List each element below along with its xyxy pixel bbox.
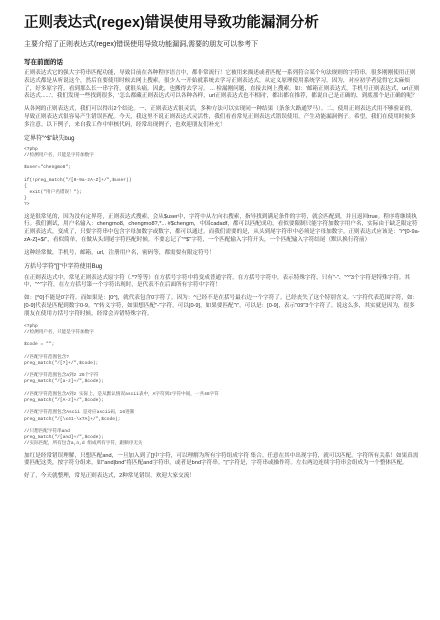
paragraph: 这是很常见的，因为没有定界符，正则表达式搜索，会从$user中，字符中从左向右搜索，指导找到满足条件的字符，就会匹配到，并且返回true。程序将继续执行。我们测试，用户名输入：chengmo8，chengmo8?,*... #$chengm，中国cadadf，都可以匹配成功，看似要限制只能字符加数字用户名，实际由于缺乏限定符正则表达式，变成了，只要字符串中包含字母加数字或数字，都可以通过。而我们需要的是，从头到尾字符串中必须是字母加数字。正则表达式应该是："/^[0-9a-zA-Z]+$/"，看似简单，在做从头到尾字符匹配时候，不要忘记了"^$"字符，一个匹配输入字符开头，一个匹配输入字符结尾（默认换行符前）: [24, 213, 420, 243]
paragraph: 如：[^0]不能是0字符。而如果是：[0^]，就代表包含0字符了。因为：^已经不是在括号最右边一个字符了。已经丧失了这个特别含义。'-'字符代表范围字符，如：[0-9]代表是匹配到数字0-9。"\"转义字符，如果想匹配"-"字符，可以[0-9]，如果要匹配"\"，可以是：[0-9]，表示"09"3个字符了。说这么多，其实就是因为，很多朋友在使用方括号字符时候，经常会弄错特殊字符。: [24, 295, 419, 317]
paragraph: 在正则表达式中，常见正则表达式原字符（.*?等等）在方括号字符中将变成普通字符。在方括号字符中，表示特殊字符，只有"-"、"^"3个字符是特殊字符。其中，"^"字符，在左方括号第一个字符出现时，是代表不在后面所有字符中字符！: [24, 274, 410, 289]
paragraph: 从各网的正则表达式，我们可以得出2个结论。一、正则表达式很灵活，多种方法可以实现同一种结果（条条大路通罗马）。二、使用正则表达式用不够验证的，导致正则表达式很容易产生错误匹配。今天，我这里不说正则表达式灵活性，我们看看常见正则表达式错误使用，产生功能漏洞例子。希望，我们在使用时候多多注意。以下例子，来自我工作中审核代码，经常出现例子，也欢迎朋友们补充！: [24, 106, 416, 128]
paragraph: 这种经常做，手机号，邮箱，url，注册用户名，密码等，都需要有限定符号！: [24, 249, 215, 256]
section-heading: 写在前面的话: [24, 59, 63, 66]
paragraph: 正则表达式它的强大字符串匹配功能，导致目前在各种程序语言中，都非常流行！它被用来描述或者匹配一系列符合某个句法规则的字符串。很多刚刚使用正则表达式都是从听说这个，然后在要使用时候去网上搜索。很少人一开始就系统去学习正则表达式，从定义原理使用系统学习。因为，对应初学者觉得它太麻烦了，好多原字符。看到那么长一串字符，就很头痛。因此，也搬得去学习。 ... 检漏刚问题，直接去网上搜索。如：'邮箱正则表达式，手机号正则表达式，url正则表达式......'，我们发现一些找到很多，'怎么都藏正则表达式可以各种各样，url正则表达式也不相同'，都出都在推荐，都说自己是正确的，到底那个是正确的呢？: [24, 70, 420, 100]
code-block: <?php //检测用户名，只能是字符加数字 $code = ""; //匹配字符范围包含? preg_match("/[?]+/",$code); //匹配字符范围包含a到z 26个字符 preg_match("/[a-z]+/",$code); //匹配字符范围包含A到z 实际上，是从默认情况ascii表中，A字符到z字符中间，一共48字符 preg_match("/[A-z]+/",$code); //匹配字符范围包含Ascii 是对应ascii码，16进制 preg_match("/[\x41-\x7A]+/",$code); //只想匹配字符串and preg_match("/[and]+/",$code); //实际匹配，所有包含a,n,d 组成所有字符，跟顺序无关: [24, 323, 219, 447]
defect-heading-bracket: 方括号字符"[]"中字符使用Bug: [24, 263, 103, 270]
article: [24, 14, 420, 486]
paragraph: 加红是经常错误理解，只想匹配and，一旦加入到了[]中字符，可以理解为所有字符组成字符 集合。任意在其中出现字符，就可以匹配。字符所有关系！如果真需要匹配这类，按字符分组来，如"and|bnd"将匹配and字符串，或者是bnd字符串。"|"字符是，字符串或操作符。左右两边连续字符串会组成为一个整体匹配。: [24, 452, 419, 467]
code-block: <?php //检测用户名，只能是字符加数字 $user="chengmo8"; if(!preg_match("/[0-9a-zA-Z]+/",$user)) { exit("用户名错误！"); } ?>: [24, 146, 132, 208]
article-summary: 主要介绍了正则表达式(regex)错误使用导致功能漏洞,需要的朋友可以参考下: [24, 41, 259, 48]
defect-heading-delimiter: 定界符"^$"缺失bug: [24, 135, 75, 142]
page-title: 正则表达式(regex)错误使用导致功能漏洞分析: [24, 15, 319, 31]
paragraph: 好了，今天就整理，常见正则表达式，2种常见错误。欢迎大家交流！: [24, 473, 195, 480]
